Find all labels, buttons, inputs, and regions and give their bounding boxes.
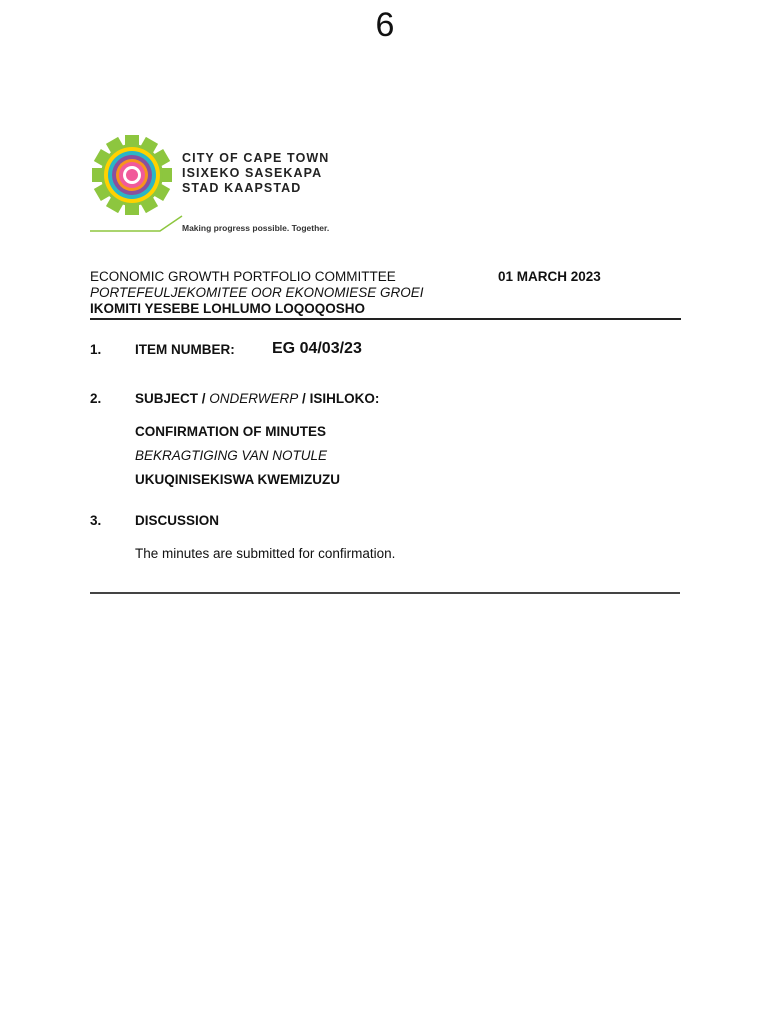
logo-wordmark (182, 151, 329, 196)
footer-divider (90, 592, 680, 594)
discussion-heading: DISCUSSION (135, 513, 220, 528)
subject-english: CONFIRMATION OF MINUTES (135, 424, 326, 439)
subject-separator: / (298, 391, 310, 406)
item-number-value: EG 04/03/23 (272, 340, 362, 357)
item-number-label: ITEM NUMBER: (135, 342, 235, 357)
logo-line-xhosa: ISIXEKO SASEKAPA (182, 166, 323, 180)
logo-swoosh (90, 214, 185, 234)
subject-afrikaans: BEKRAGTIGING VAN NOTULE (135, 448, 328, 463)
committee-afrikaans: PORTEFEULJEKOMITEE OOR EKONOMIESE GROEI (90, 285, 424, 300)
subject-xhosa: UKUQINISEKISWA KWEMIZUZU (135, 472, 340, 487)
subject-label-afrikaans: ONDERWERP (209, 391, 299, 406)
committee-xhosa: IKOMITI YESEBE LOHLUMO LOQOQOSHO (90, 301, 366, 316)
section-number-2: 2. (90, 391, 102, 406)
subject-heading (135, 391, 379, 406)
meeting-date: 01 MARCH 2023 (498, 269, 601, 284)
header-divider (90, 318, 681, 320)
logo-line-english: CITY OF CAPE TOWN (182, 151, 330, 165)
logo-tagline: Making progress possible. Together. (182, 223, 330, 233)
page-number: 6 (375, 6, 395, 44)
committee-english: ECONOMIC GROWTH PORTFOLIO COMMITTEE (90, 269, 396, 284)
subject-label-english: SUBJECT (135, 391, 199, 406)
committee-names (90, 269, 424, 317)
city-emblem-logo (88, 134, 176, 216)
subject-label-xhosa: ISIHLOKO: (309, 391, 380, 406)
subject-separator: / (198, 391, 210, 406)
section-number-1: 1. (90, 342, 102, 357)
logo-line-afrikaans: STAD KAAPSTAD (182, 181, 302, 195)
section-number-3: 3. (90, 513, 102, 528)
discussion-text: The minutes are submitted for confirmation. (135, 546, 396, 561)
